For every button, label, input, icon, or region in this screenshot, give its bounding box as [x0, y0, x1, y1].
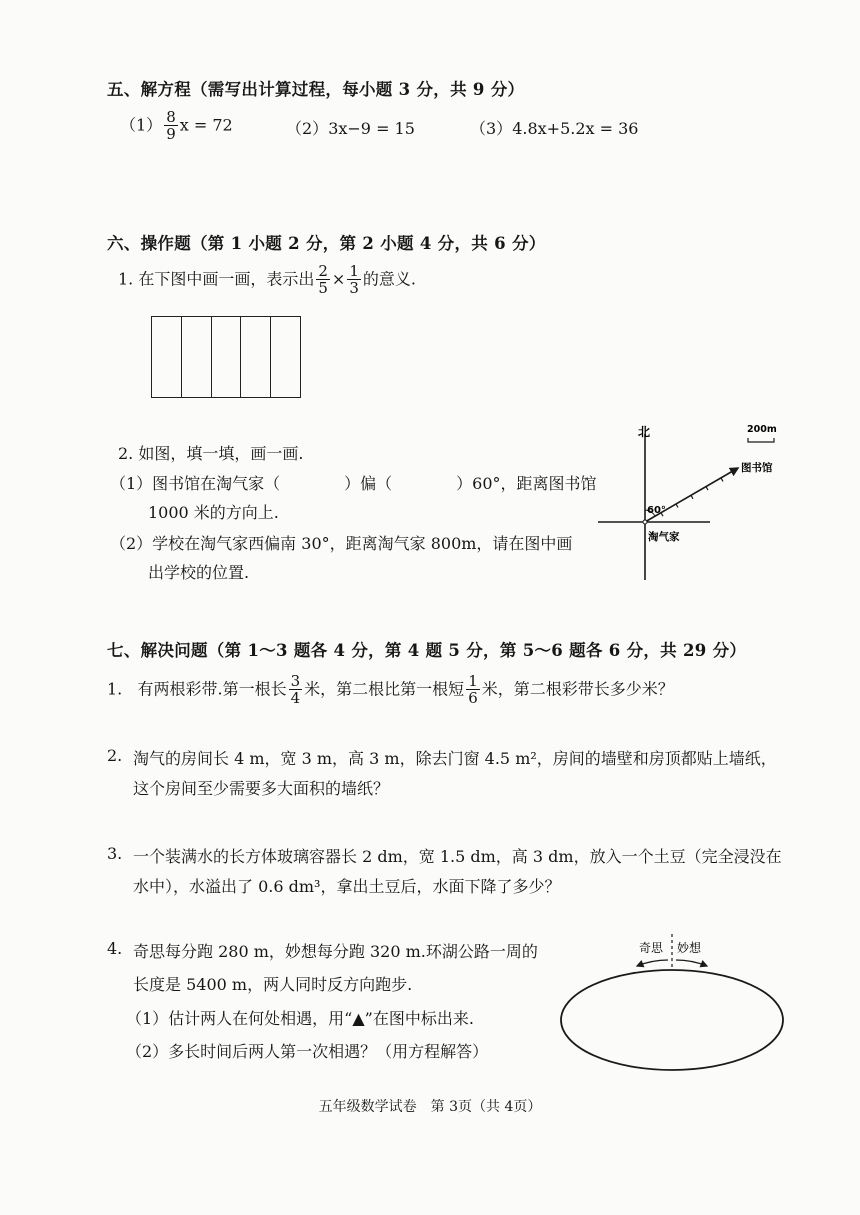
problem-4-sub-1: （1）估计两人在何处相遇，用“▲”在图中标出来. [126, 1009, 474, 1028]
left-arrow [637, 960, 668, 966]
fraction-numerator: 1 [468, 672, 478, 690]
problem-number: 1. [107, 679, 123, 699]
fraction-denominator: 4 [290, 689, 301, 707]
problem-text: 米，第二根彩带长多少米？ [481, 679, 674, 699]
library-label: 图书馆 [741, 462, 773, 474]
question-2-1-line-1: （1）图书馆在淘气家（ ）偏（ ）60°，距离图书馆 [110, 474, 597, 493]
equation-1 [120, 110, 233, 142]
equation-2-number: （2） [286, 119, 329, 138]
problem-3-line-2: 水中），水溢出了 0.6 dm³，拿出土豆后，水面下降了多少？ [133, 877, 561, 896]
fraction-three-quarters [289, 674, 303, 706]
fraction-one-third [347, 264, 361, 296]
page-footer: 五年级数学试卷 第 3页（共 4页） [318, 1099, 542, 1115]
problem-4-number: 4. [107, 939, 123, 958]
fraction-two-fifths [316, 264, 330, 296]
equation-2 [286, 116, 415, 139]
equation-1-number: （1） [120, 115, 163, 135]
fraction-numerator: 3 [290, 672, 301, 690]
rectangle-column [212, 317, 242, 397]
fraction-denominator: 3 [349, 279, 359, 297]
problem-2-line-1: 淘气的房间长 4 m，宽 3 m，高 3 m，除去门窗 4.5 m²，房间的墙壁和房顶都贴上墙纸， [133, 749, 777, 768]
equation-1-rest: x = 72 [179, 115, 233, 135]
north-label: 北 [638, 425, 651, 439]
equation-3-text: 4.8x+5.2x = 36 [512, 119, 639, 138]
fraction-denominator: 5 [318, 279, 328, 297]
question-text: 的意义. [362, 269, 416, 289]
home-point [643, 520, 647, 524]
problem-text: 米，第二根比第一根短 [304, 679, 465, 699]
fraction-numerator: 1 [349, 262, 359, 280]
section-7-title: 七、解决问题（第 1～3 题各 4 分，第 4 题 5 分，第 5～6 题各 6 分，共 29 分） [107, 641, 747, 660]
problem-4-line-2: 长度是 5400 m，两人同时反方向跑步. [133, 975, 413, 994]
rectangle-column [182, 317, 212, 397]
rectangle-column [152, 317, 182, 397]
problem-4-line-1: 奇思每分跑 280 m，妙想每分跑 320 m.环湖公路一周的 [133, 942, 538, 961]
qisi-label: 奇思 [639, 941, 664, 955]
fraction-numerator: 8 [166, 108, 176, 126]
problem-1 [107, 674, 674, 706]
equation-2-text: 3x−9 = 15 [328, 119, 415, 138]
fraction-one-sixth [466, 674, 480, 706]
rectangle-column [241, 317, 271, 397]
problem-2-number: 2. [107, 746, 123, 765]
equation-3 [470, 116, 638, 139]
question-2-2-line-2: 出学校的位置. [148, 563, 250, 582]
rectangle-column [271, 317, 300, 397]
scale-label: 200m [747, 424, 777, 435]
distance-ticks [661, 478, 723, 516]
operation-question-2-title: 2. 如图，填一填，画一画. [118, 444, 304, 463]
home-label: 淘气家 [648, 531, 680, 543]
problem-3-line-1: 一个装满水的长方体玻璃容器长 2 dm，宽 1.5 dm，高 3 dm，放入一个土豆（完全浸没在 [133, 847, 782, 866]
question-text: 1. 在下图中画一画，表示出 [118, 269, 315, 289]
question-2-1-line-2: 1000 米的方向上. [148, 503, 279, 522]
problem-3-number: 3. [107, 844, 123, 863]
drawing-rectangle[interactable] [151, 316, 301, 398]
problem-4-sub-2: （2）多长时间后两人第一次相遇？（用方程解答） [126, 1042, 489, 1061]
section-6-title: 六、操作题（第 1 小题 2 分，第 2 小题 4 分，共 6 分） [107, 234, 546, 253]
problem-text: 有两根彩带.第一根长 [137, 679, 287, 699]
question-2-2-line-1: （2）学校在淘气家西偏南 30°，距离淘气家 800m，请在图中画 [110, 534, 573, 553]
equation-1-fraction [164, 110, 178, 142]
fraction-numerator: 2 [318, 262, 328, 280]
lake-ellipse [561, 970, 783, 1070]
lake-loop-diagram[interactable] [555, 930, 790, 1075]
miaoxiang-label: 妙想 [677, 941, 702, 955]
scale-bar [748, 438, 774, 442]
right-arrow [676, 960, 707, 966]
angle-label: 60° [647, 505, 666, 516]
fraction-denominator: 9 [166, 125, 176, 143]
equation-3-number: （3） [470, 119, 513, 138]
direction-map[interactable] [598, 418, 798, 588]
times-sign: × [331, 269, 346, 289]
section-5-title: 五、解方程（需写出计算过程，每小题 3 分，共 9 分） [107, 80, 525, 99]
operation-question-1 [118, 264, 416, 296]
problem-2-line-2: 这个房间至少需要多大面积的墙纸？ [133, 779, 390, 798]
fraction-denominator: 6 [468, 689, 478, 707]
